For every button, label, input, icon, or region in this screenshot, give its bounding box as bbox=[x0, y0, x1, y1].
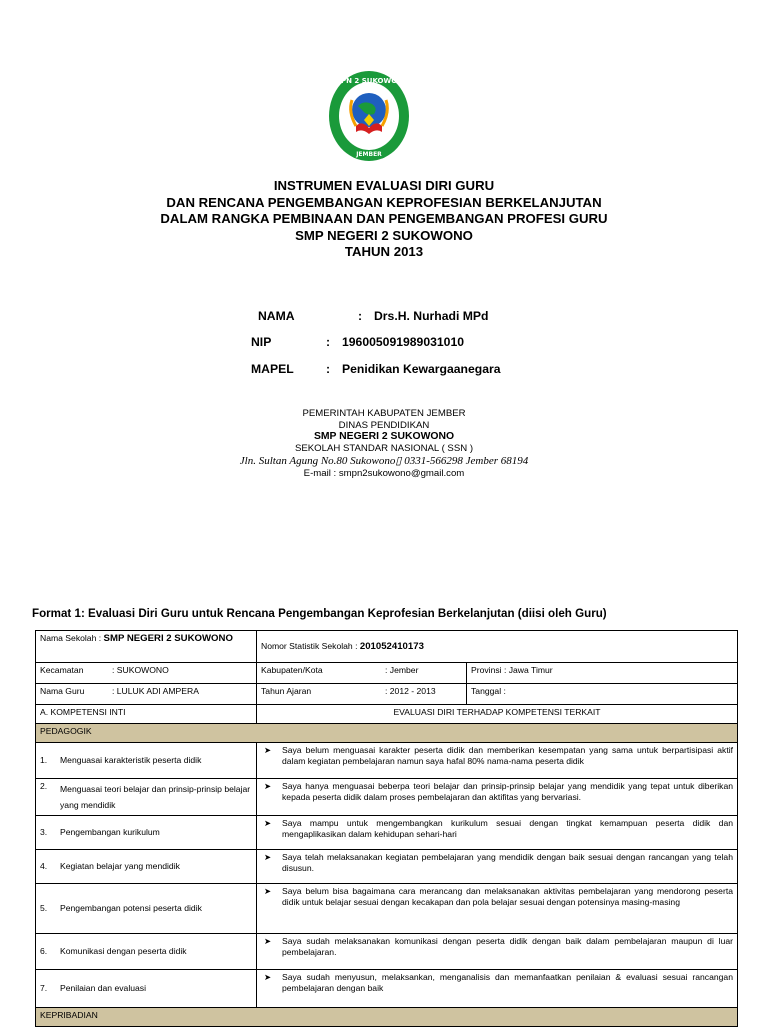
gov-line-2: DINAS PENDIDIKAN bbox=[338, 419, 430, 431]
evaluasi-cell bbox=[257, 884, 738, 934]
nss-cell bbox=[257, 631, 738, 663]
row-number: 1. bbox=[40, 755, 48, 765]
row-number: 7. bbox=[40, 983, 48, 993]
identity-name-value: Drs.H. Nurhadi MPd bbox=[374, 309, 489, 323]
evaluasi-cell bbox=[257, 743, 738, 779]
kompetensi-text: Pengembangan kurikulum bbox=[60, 827, 160, 837]
guru-value: : LULUK ADI AMPERA bbox=[112, 686, 199, 696]
logo-bottom-text: JEMBER bbox=[356, 151, 382, 158]
institution-header bbox=[0, 408, 768, 480]
evaluasi-cell bbox=[257, 850, 738, 884]
kompetensi-cell bbox=[36, 779, 257, 816]
row-number: 3. bbox=[40, 827, 48, 837]
title-line-1: INSTRUMEN EVALUASI DIRI GURU bbox=[273, 178, 495, 193]
tanggal-label: Tanggal : bbox=[471, 686, 506, 696]
kecamatan-cell bbox=[36, 663, 257, 684]
evaluasi-cell bbox=[257, 816, 738, 850]
evaluasi-text: Saya telah melaksanakan kegiatan pembelajaran yang mendidik dengan baik sesuai dengan rancangan yang telah disusun. bbox=[282, 852, 733, 873]
table-row bbox=[36, 663, 738, 684]
kompetensi-text: Penilaian dan evaluasi bbox=[60, 983, 147, 993]
identity-mapel-label: MAPEL bbox=[251, 362, 294, 376]
evaluasi-cell bbox=[257, 970, 738, 1008]
provinsi-cell bbox=[467, 663, 738, 684]
guru-label: Nama Guru bbox=[40, 686, 85, 696]
title-line-2: DAN RENCANA PENGEMBANGAN KEPROFESIAN BERKELANJUTAN bbox=[166, 194, 602, 210]
identity-colon: : bbox=[358, 309, 363, 323]
kabupaten-value: : Jember bbox=[385, 665, 419, 675]
kompetensi-text: Komunikasi dengan peserta didik bbox=[60, 946, 187, 956]
teacher-identity bbox=[0, 0, 768, 400]
section-pedagogik: PEDAGOGIK bbox=[36, 724, 738, 743]
kabupaten-cell bbox=[257, 663, 467, 684]
col-b-header: EVALUASI DIRI TERHADAP KOMPETENSI TERKAIT bbox=[257, 705, 738, 724]
arrow-bullet-icon: ➤ bbox=[264, 886, 272, 896]
table-header-row bbox=[36, 705, 738, 724]
evaluasi-text: Saya belum bisa bagaimana cara merancang dan melaksanakan aktivitas pembelajaran yang mendorong peserta didik untuk belajar sesuai dengan kecakapan dan pola belajar sesuai dengan potensinya masing-masing bbox=[282, 886, 733, 907]
table-row bbox=[36, 743, 738, 779]
kompetensi-cell bbox=[36, 970, 257, 1008]
table-row bbox=[36, 884, 738, 934]
kompetensi-cell bbox=[36, 743, 257, 779]
kompetensi-text: Pengembangan potensi peserta didik bbox=[60, 903, 202, 913]
gov-email: E-mail : smpn2sukowono@gmail.com bbox=[303, 468, 465, 480]
logo-top-text: SMPN 2 SUKOWONO bbox=[328, 77, 410, 85]
row-number: 4. bbox=[40, 861, 48, 871]
title-line-3: DALAM RANGKA PEMBINAAN DAN PENGEMBANGAN PROFESI GURU bbox=[160, 211, 608, 227]
arrow-bullet-icon: ➤ bbox=[264, 972, 272, 982]
kompetensi-text: Kegiatan belajar yang mendidik bbox=[60, 861, 180, 871]
identity-colon: : bbox=[326, 362, 331, 376]
evaluasi-cell bbox=[257, 934, 738, 970]
nss-label: Nomor Statistik Sekolah : bbox=[261, 641, 358, 651]
table-row bbox=[36, 779, 738, 816]
guru-cell bbox=[36, 684, 257, 705]
section-kepribadian: KEPRIBADIAN bbox=[36, 1008, 738, 1027]
kompetensi-text: Menguasai teori belajar dan prinsip-prinsip belajar yang mendidik bbox=[60, 784, 251, 810]
identity-name-label: NAMA bbox=[258, 309, 295, 323]
tahun-value: : 2012 - 2013 bbox=[385, 686, 436, 696]
gov-line-1: PEMERINTAH KABUPATEN JEMBER bbox=[302, 408, 466, 419]
identity-nip-label: NIP bbox=[251, 335, 272, 349]
school-cell bbox=[36, 631, 257, 663]
kompetensi-cell bbox=[36, 934, 257, 970]
identity-colon: : bbox=[326, 335, 331, 349]
table-row bbox=[36, 684, 738, 705]
row-number: 6. bbox=[40, 946, 48, 956]
format-title: Format 1: Evaluasi Diri Guru untuk Rencana Pengembangan Keprofesian Berkelanjutan (diisi oleh Guru) bbox=[32, 607, 607, 620]
identity-mapel-value: Penidikan Kewargaanegara bbox=[342, 362, 501, 376]
gov-line-4: SEKOLAH STANDAR NASIONAL ( SSN ) bbox=[294, 442, 474, 454]
section-row-pedagogik bbox=[36, 724, 738, 743]
evaluasi-text: Saya hanya menguasai beberpa teori belajar dan prinsip-prinsip belajar yang mendidik yang tepat untuk diberikan kepada peserta didik dalam proses pembelajaran dan aktifitas yang bervariasi. bbox=[282, 781, 733, 802]
gov-address: Jln. Sultan Agung No.80 Sukowono▯ 0331-566298 Jember 68194 bbox=[239, 455, 529, 468]
provinsi-label: Provinsi : bbox=[471, 665, 507, 675]
arrow-bullet-icon: ➤ bbox=[264, 781, 272, 791]
kabupaten-label: Kabupaten/Kota bbox=[261, 665, 323, 675]
arrow-bullet-icon: ➤ bbox=[264, 818, 272, 828]
evaluasi-cell bbox=[257, 779, 738, 816]
evaluasi-text: Saya sudah menyusun, melaksankan, menganalisis dan memanfaatkan penilaian & evaluasi sesuai rancangan pembelajaran dengan baik bbox=[282, 972, 733, 993]
row-number: 2. bbox=[40, 781, 48, 791]
table-row bbox=[36, 816, 738, 850]
provinsi-value: Jawa Timur bbox=[508, 665, 553, 675]
table-row bbox=[36, 850, 738, 884]
kompetensi-cell bbox=[36, 850, 257, 884]
table-row bbox=[36, 631, 738, 663]
arrow-bullet-icon: ➤ bbox=[264, 852, 272, 862]
evaluation-table bbox=[35, 630, 738, 1027]
arrow-bullet-icon: ➤ bbox=[264, 936, 272, 946]
evaluasi-text: Saya mampu untuk mengembangkan kurikulum sesuai dengan tingkat kemampuan peserta didik dan mengaplikasikan dalam kehidupan sehari-hari bbox=[282, 818, 733, 839]
nss-value: 201052410173 bbox=[359, 641, 424, 652]
col-a-header: A. KOMPETENSI INTI bbox=[36, 705, 257, 724]
table-row bbox=[36, 934, 738, 970]
evaluasi-text: Saya sudah melaksanakan komunikasi dengan peserta didik dengan baik dalam pembelajaran maupun di luar pembelajaran. bbox=[282, 936, 733, 957]
title-line-4: SMP NEGERI 2 SUKOWONO bbox=[295, 227, 473, 243]
tahun-label: Tahun Ajaran bbox=[261, 686, 312, 696]
kecamatan-label: Kecamatan bbox=[40, 665, 84, 675]
kompetensi-text: Menguasai karakteristik peserta didik bbox=[60, 755, 202, 765]
row-number: 5. bbox=[40, 903, 48, 913]
tahun-cell bbox=[257, 684, 467, 705]
school-value: SMP NEGERI 2 SUKOWONO bbox=[103, 633, 233, 644]
identity-nip-value: 196005091989031010 bbox=[342, 335, 465, 349]
kecamatan-value: : SUKOWONO bbox=[112, 665, 169, 675]
tanggal-cell bbox=[467, 684, 738, 705]
kompetensi-cell bbox=[36, 816, 257, 850]
evaluasi-text: Saya belum menguasai karakter peserta didik dan memberikan kesempatan yang sama untuk berpartisipasi aktif dalam kegiatan pembelajaran namun saya hafal 80% nama-nama peserta didik bbox=[282, 745, 733, 766]
school-label: Nama Sekolah : bbox=[40, 633, 102, 643]
arrow-bullet-icon: ➤ bbox=[264, 745, 272, 755]
title-line-5: TAHUN 2013 bbox=[344, 244, 424, 260]
gov-school-name: SMP NEGERI 2 SUKOWONO bbox=[313, 431, 455, 443]
table-row bbox=[36, 970, 738, 1008]
kompetensi-cell bbox=[36, 884, 257, 934]
